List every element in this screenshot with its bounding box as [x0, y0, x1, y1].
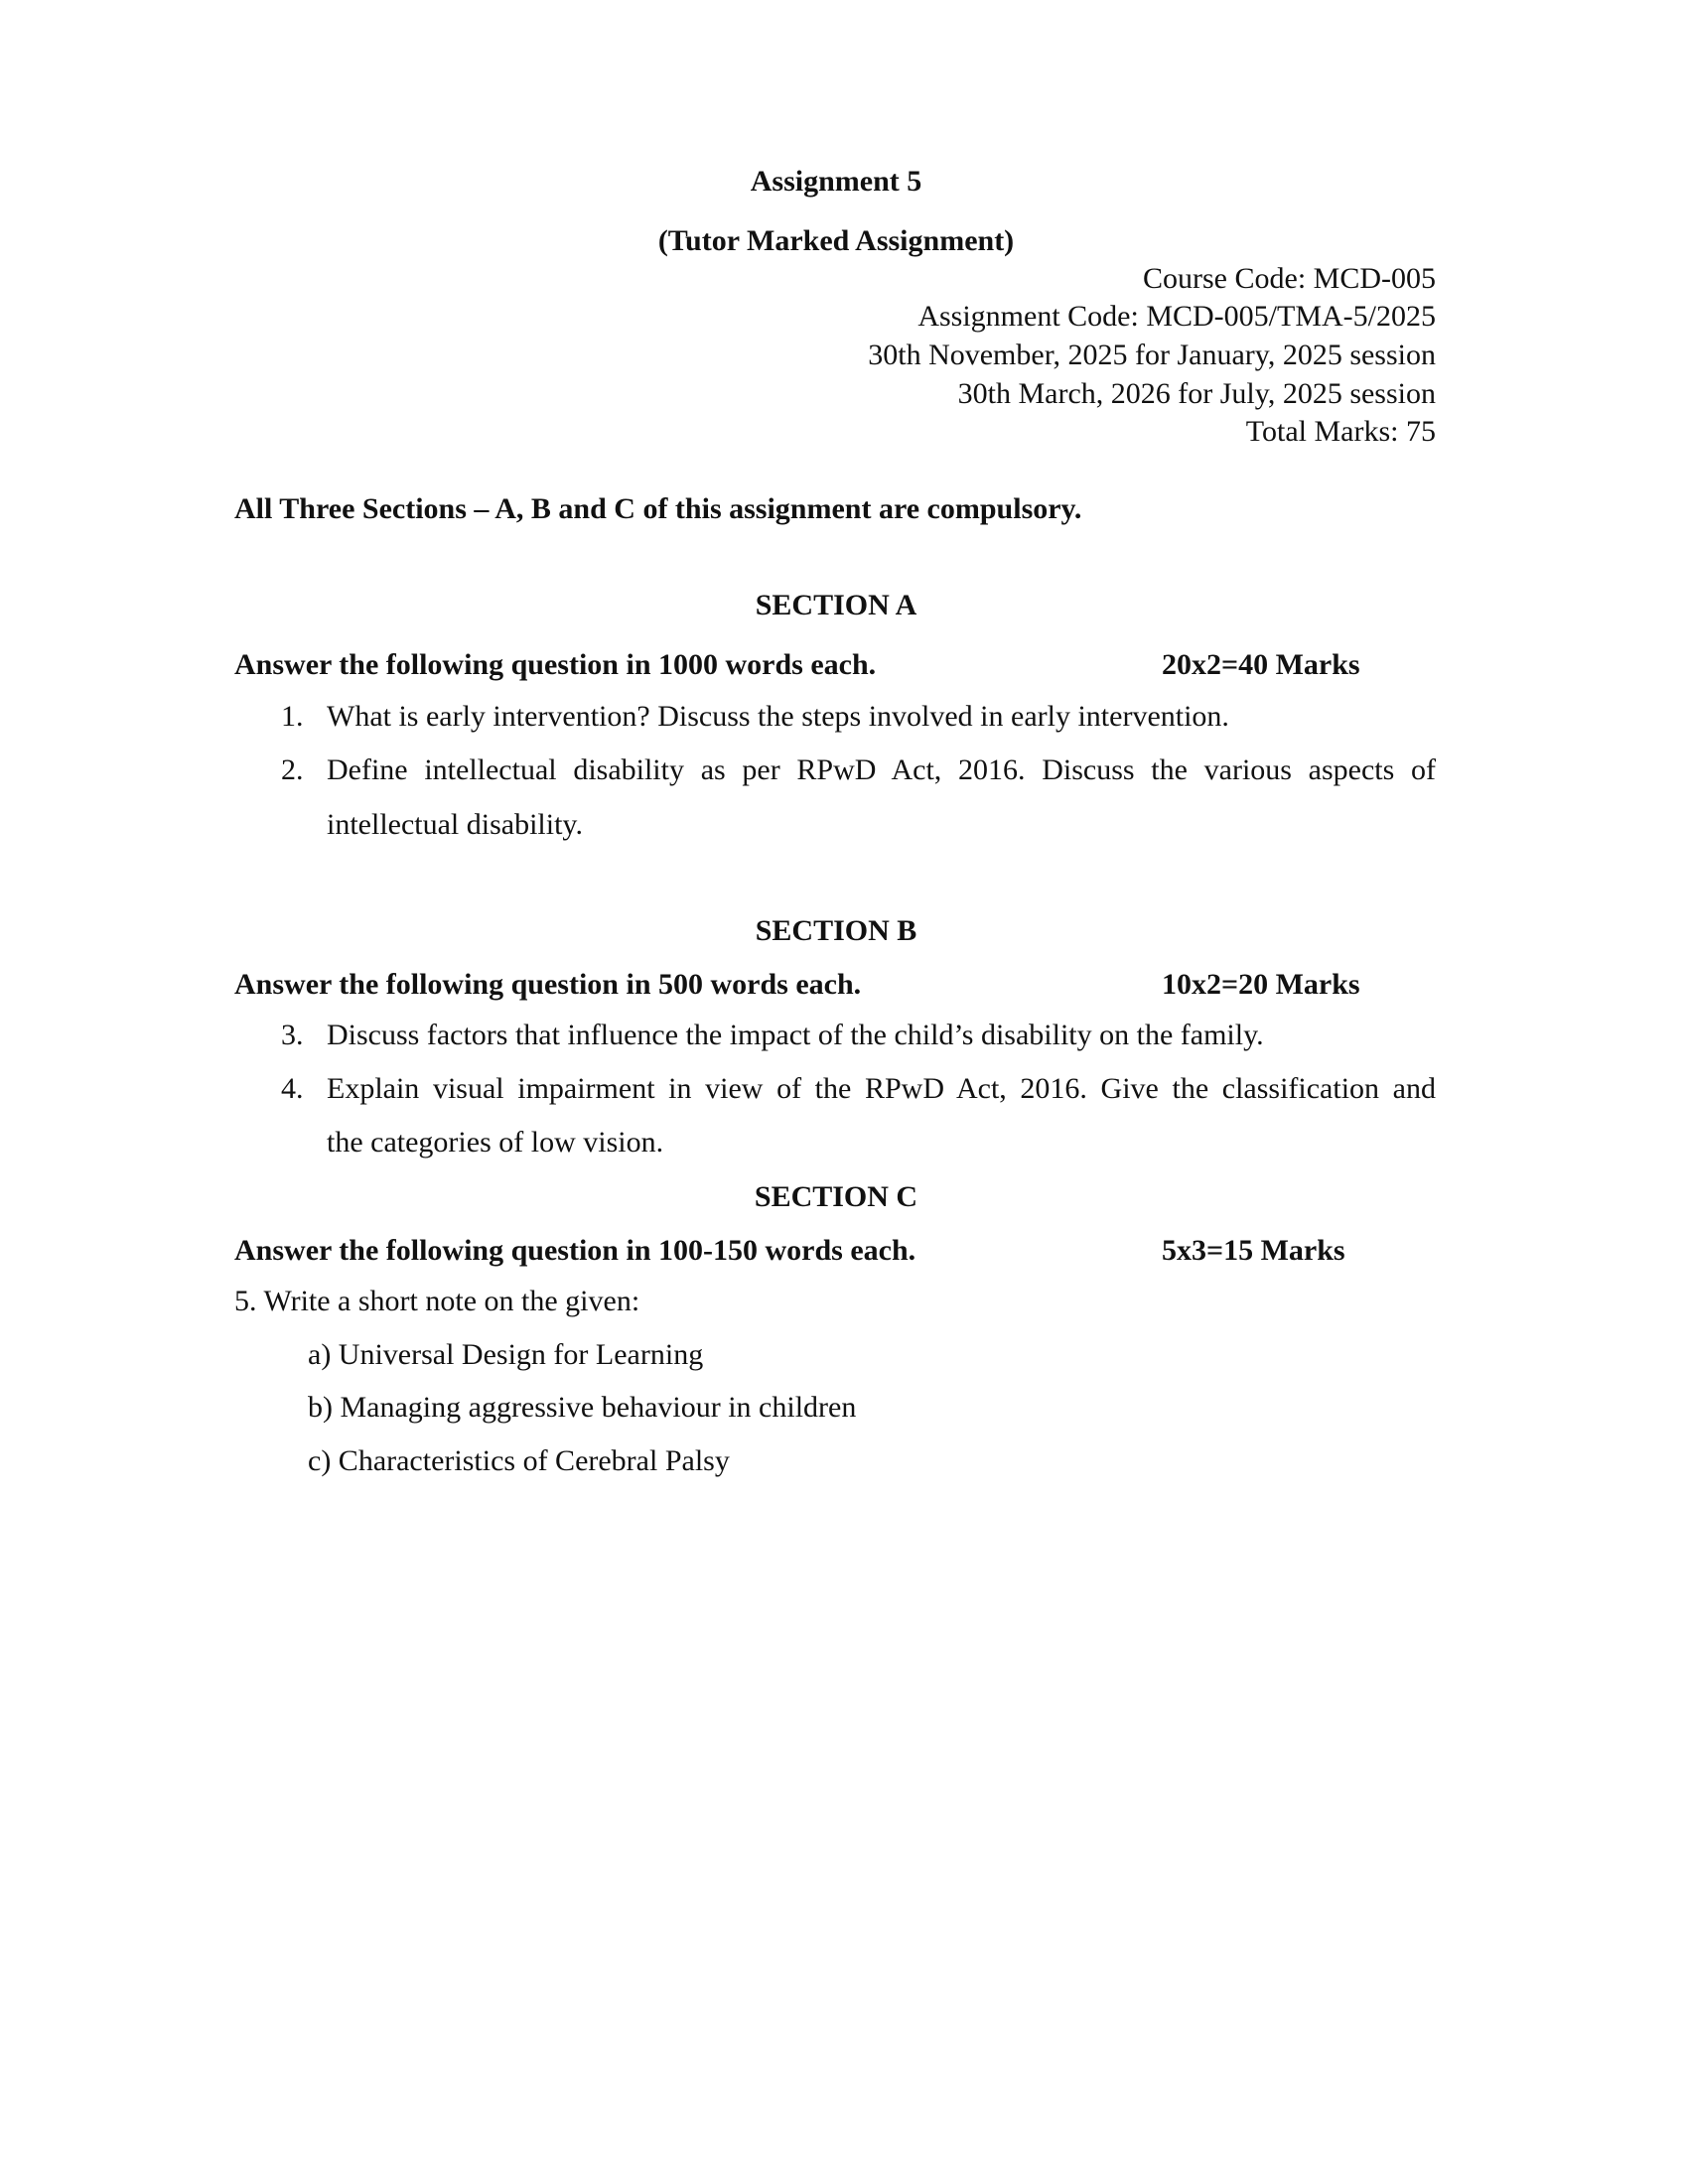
total-marks: Total Marks: 75: [1245, 415, 1436, 448]
section-b-instruction: Answer the following question in 500 words each.: [234, 968, 862, 1001]
question-2-number: 2.: [281, 753, 304, 786]
question-3-number: 3.: [281, 1019, 304, 1051]
section-c-marks: 5x3=15 Marks: [1162, 1234, 1345, 1267]
section-c-instruction: Answer the following question in 100-150 words each.: [234, 1234, 916, 1267]
section-a-title: SECTION A: [755, 589, 917, 621]
question-5-item-b: b) Managing aggressive behaviour in children: [308, 1391, 857, 1424]
section-a-marks: 20x2=40 Marks: [1162, 648, 1360, 681]
question-2-text: Define intellectual disability as per RPwD Act, 2016. Discuss the various aspects of: [327, 753, 1436, 786]
question-5-item-a: a) Universal Design for Learning: [308, 1338, 704, 1371]
assignment-code: Assignment Code: MCD-005/TMA-5/2025: [917, 300, 1436, 333]
assignment-title: Assignment 5: [750, 165, 922, 198]
question-1-number: 1.: [281, 700, 304, 733]
question-4-number: 4.: [281, 1072, 304, 1105]
question-3-text: Discuss factors that influence the impact of the child’s disability on the family.: [327, 1019, 1264, 1051]
section-b-title: SECTION B: [755, 914, 917, 947]
question-2-text-continued: intellectual disability.: [327, 808, 583, 841]
section-b-marks: 10x2=20 Marks: [1162, 968, 1360, 1001]
question-5-item-c: c) Characteristics of Cerebral Palsy: [308, 1444, 730, 1477]
question-1-text: What is early intervention? Discuss the steps involved in early intervention.: [327, 700, 1229, 733]
question-4-text: Explain visual impairment in view of the RPwD Act, 2016. Give the classification and: [327, 1072, 1436, 1105]
general-instruction: All Three Sections – A, B and C of this assignment are compulsory.: [234, 492, 1082, 525]
assignment-subtitle: (Tutor Marked Assignment): [657, 224, 1015, 257]
question-4-text-continued: the categories of low vision.: [327, 1126, 664, 1159]
section-a-instruction: Answer the following question in 1000 words each.: [234, 648, 877, 681]
course-code: Course Code: MCD-005: [1143, 262, 1436, 295]
question-5-text: 5. Write a short note on the given:: [234, 1285, 640, 1317]
deadline-july-session: 30th March, 2026 for July, 2025 session: [957, 377, 1436, 410]
section-c-title: SECTION C: [754, 1180, 918, 1213]
deadline-january-session: 30th November, 2025 for January, 2025 session: [868, 339, 1436, 371]
